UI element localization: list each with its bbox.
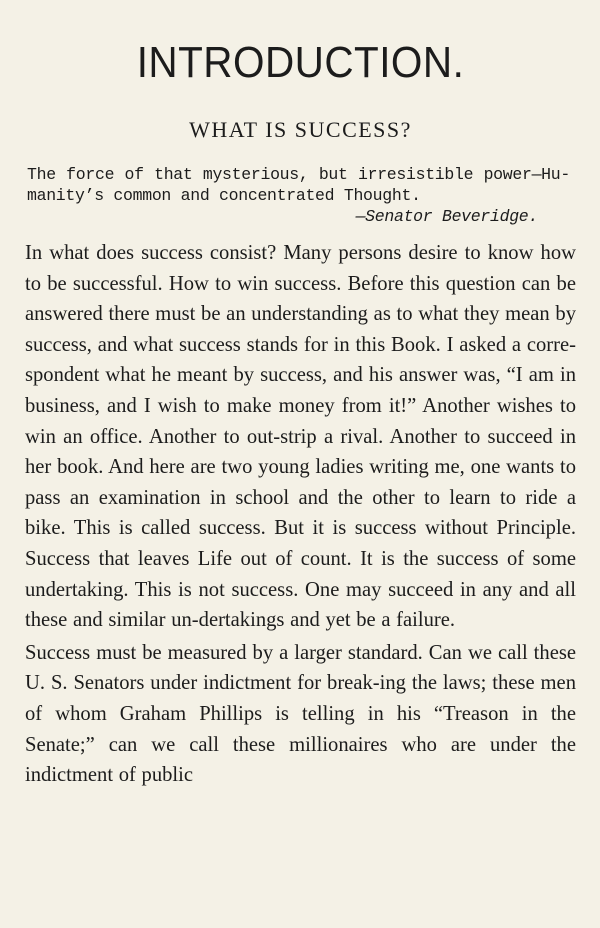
chapter-title: INTRODUCTION. (136, 38, 465, 87)
epigraph-attribution: —Senator Beveridge. (355, 207, 538, 226)
body-paragraph: In what does success consist? Many persons desire to know how to be successful. How to win success. Before this question can be answered there must be an understanding as to what they mean by success, and what success stands for in this Book. I asked a corre-spondent what he meant by success, and his answer was, “I am in business, and I wish to make money from it!” Another wishes to win an office. Another to out-strip a rival. Another to succeed in her book. And here are two young ladies writing me, one wants to pass an examination in school and the other to learn to ride a bike. This is called success. But it is success without Principle. Success that leaves Life out of count. It is the success of some undertaking. This is not success. One may succeed in any and all these and similar un-dertakings and yet be a failure. (25, 242, 576, 632)
section-heading: WHAT IS SUCCESS? (189, 117, 412, 142)
epigraph-quote: The force of that mysterious, but irresistible power—Hu-manity’s common and concentrated Thought. (27, 165, 570, 205)
epigraph (27, 164, 576, 227)
body-paragraph: Success must be measured by a larger standard. Can we call these U. S. Senators under indictment for break-ing the laws; these men of whom Graham Phillips is telling in his “Treason in the Senate;” can we call these millionaires who are under the indictment of public (25, 641, 576, 787)
